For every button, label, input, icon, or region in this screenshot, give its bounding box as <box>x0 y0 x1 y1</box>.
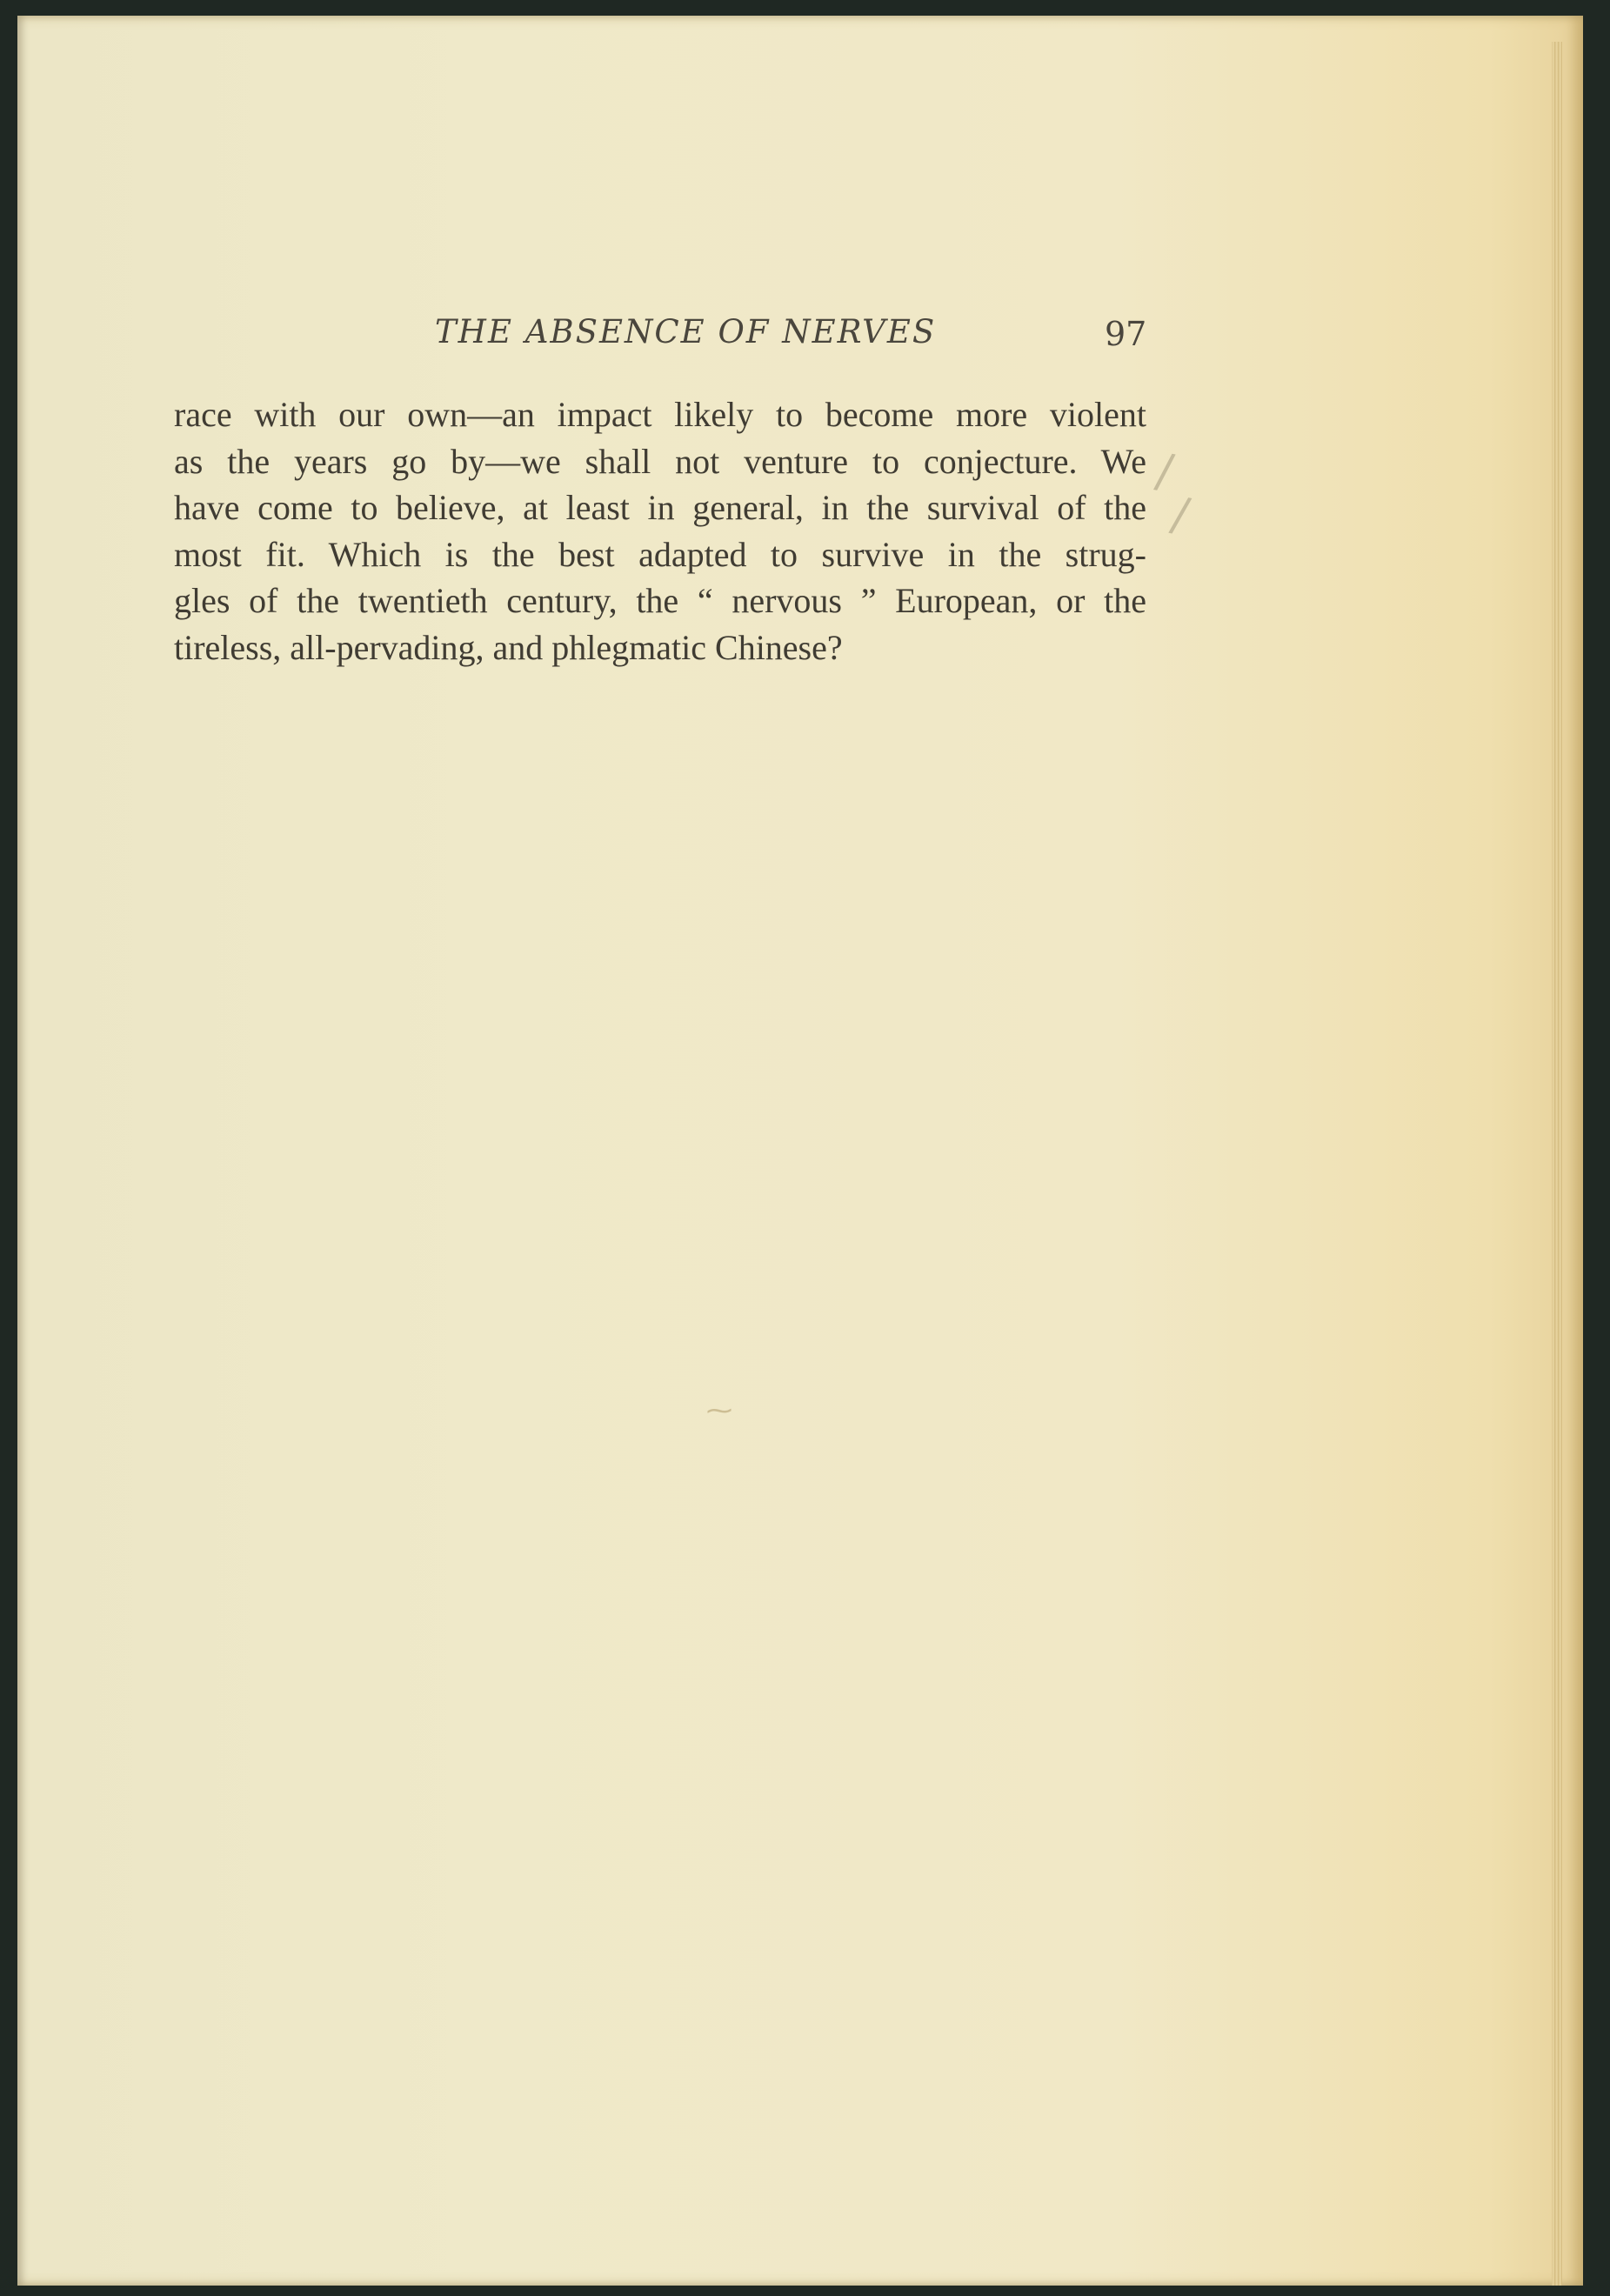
paper-smudge-mark: ⁓ <box>706 1396 732 1426</box>
body-line: as the years go by—we shall not venture to conjecture. We <box>174 441 1146 481</box>
page-edge-shading <box>1552 42 1562 2286</box>
running-head: THE ABSENCE OF NERVES <box>435 313 937 350</box>
margin-pencil-mark: / <box>1166 485 1194 544</box>
page-number: 97 <box>1105 315 1147 353</box>
body-line: gles of the twentieth century, the “ nervous ” European, or the <box>174 581 1146 620</box>
body-line: race with our own—an impact likely to become more violent <box>174 395 1146 434</box>
body-paragraph <box>174 391 1146 671</box>
book-page <box>17 16 1583 2286</box>
body-line: most fit. Which is the best adapted to survive in the strug- <box>174 534 1146 574</box>
body-line: tireless, all-pervading, and phlegmatic Chinese? <box>174 627 843 667</box>
margin-pencil-mark: / <box>1152 442 1178 500</box>
body-line: have come to believe, at least in general, in the survival of the <box>174 488 1146 527</box>
